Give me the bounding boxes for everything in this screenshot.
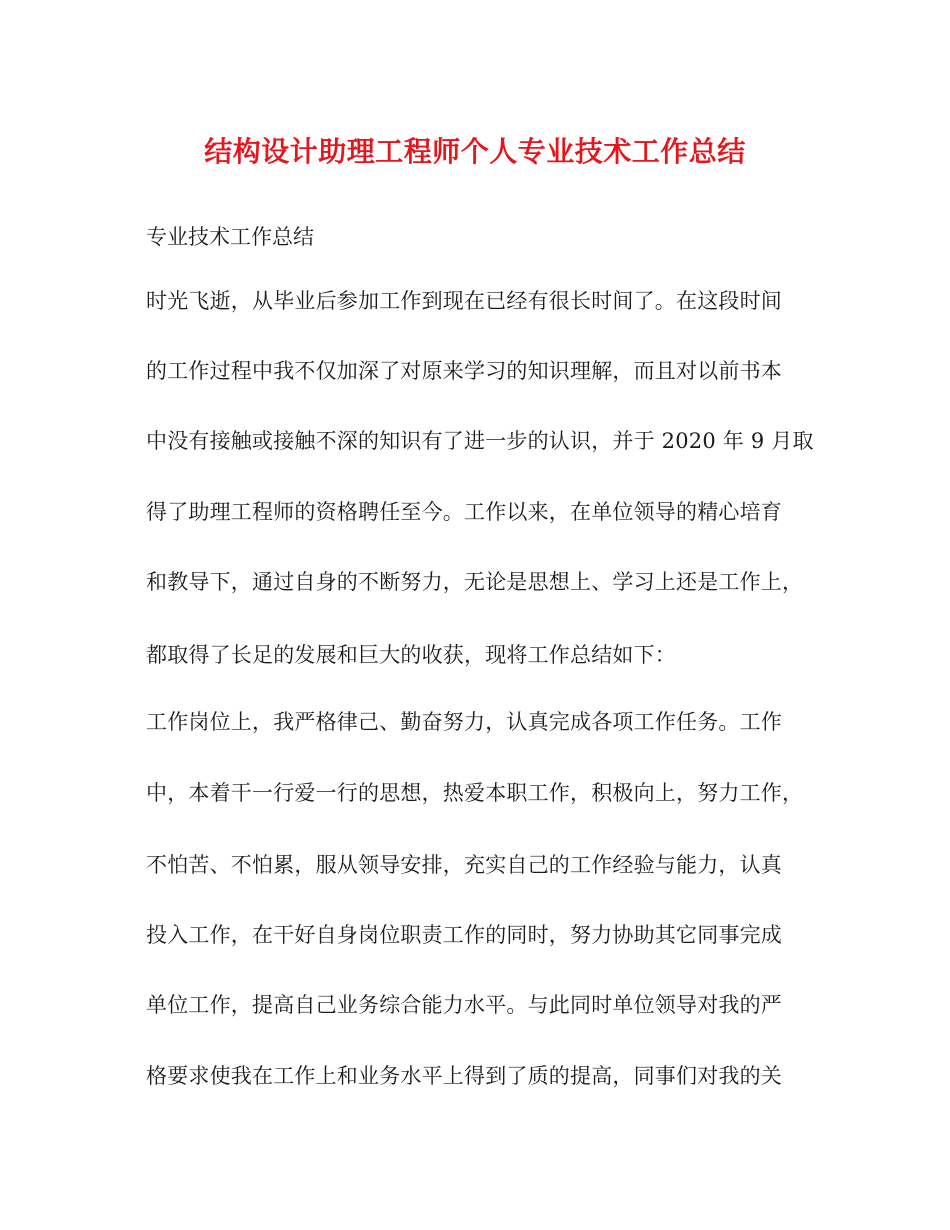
document-title: 结构设计助理工程师个人专业技术工作总结 <box>204 135 746 168</box>
paragraph-line: 都取得了长足的发展和巨大的收获，现将工作总结如下： <box>146 643 676 667</box>
paragraph-line: 工作岗位上，我严格律己、勤奋努力，认真完成各项工作任务。工作 <box>146 710 782 734</box>
paragraph-line: 时光飞逝，从毕业后参加工作到现在已经有很长时间了。在这段时间 <box>146 289 782 313</box>
paragraph-line: 的工作过程中我不仅加深了对原来学习的知识理解，而且对以前书本 <box>146 359 782 383</box>
paragraph-line: 单位工作，提高自己业务综合能力水平。与此同时单位领导对我的严 <box>146 993 782 1017</box>
paragraph-line: 投入工作，在干好自身岗位职责工作的同时，努力协助其它同事完成 <box>146 923 782 947</box>
document-subtitle: 专业技术工作总结 <box>146 225 314 249</box>
paragraph-line: 格要求使我在工作上和业务水平上得到了质的提高，同事们对我的关 <box>146 1064 782 1088</box>
paragraph-line: 不怕苦、不怕累，服从领导安排，充实自己的工作经验与能力，认真 <box>146 853 782 877</box>
paragraph-line: 和教导下，通过自身的不断努力，无论是思想上、学习上还是工作上， <box>146 570 804 594</box>
paragraph-line: 中，本着干一行爱一行的思想，热爱本职工作，积极向上，努力工作， <box>146 781 804 805</box>
paragraph-line: 中没有接触或接触不深的知识有了进一步的认识，并于 2020 年 9 月取 <box>146 429 814 453</box>
paragraph-line: 得了助理工程师的资格聘任至今。工作以来，在单位领导的精心培育 <box>146 500 782 524</box>
